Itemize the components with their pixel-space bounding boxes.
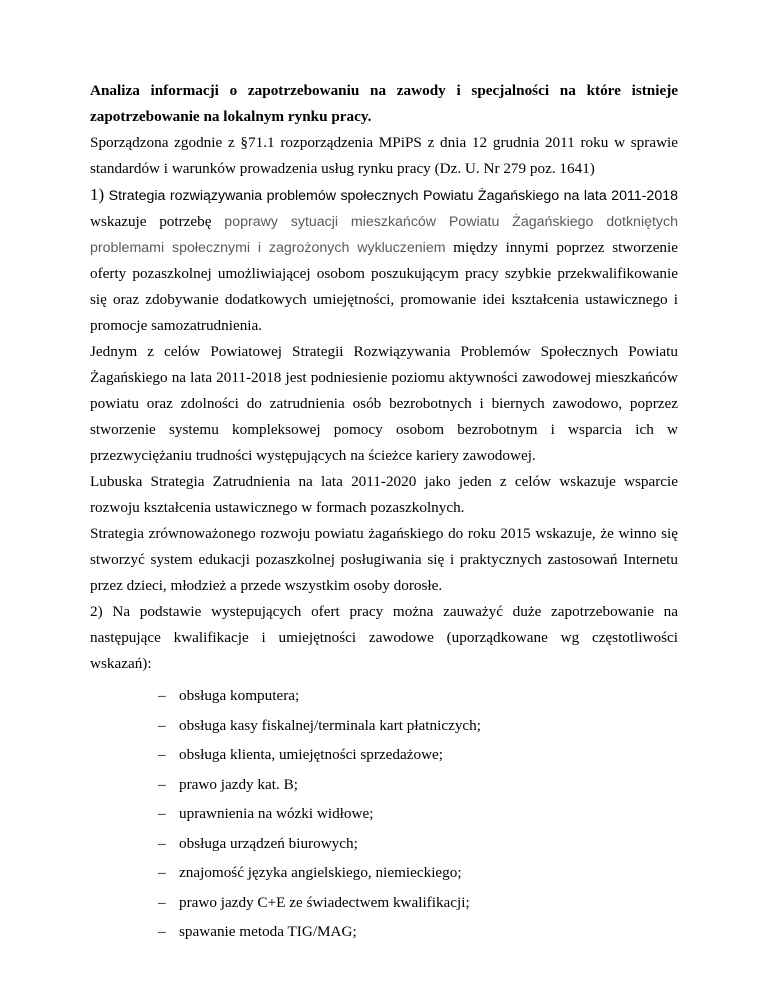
list-item-text: obsługa klienta, umiejętności sprzedażowe; xyxy=(179,746,444,763)
list-item xyxy=(158,799,678,829)
list-item-text: prawo jazdy kat. B; xyxy=(179,775,298,793)
paragraph-lubuska-strategy: Lubuska Strategia Zatrudnienia na lata 2011-2020 jako jeden z celów wskazuje wsparcie rozwoju kształcenia ustawicznego w formach pozaszkolnych. xyxy=(90,473,678,516)
dash-bullet-icon: – xyxy=(158,716,166,734)
paragraph-powiat-strategy: Jednym z celów Powiatowej Strategii Rozwiązywania Problemów Społecznych Powiatu Żagańskiego na lata 2011-2018 jest podniesienie poziomu aktywności zawodowej mieszkańców powiatu oraz zdolności do zatrudnienia osób bezrobotnych i biernych zawodowo, poprzez stworzenie systemu kompleksowej pomocy osobom bezrobotnym i wsparcia ich w przezwyciężaniu trudności występujących na ścieżce kariery zawodowej. xyxy=(90,343,678,464)
document-page xyxy=(90,78,678,947)
qualifications-list xyxy=(90,681,678,947)
list-item xyxy=(158,888,678,918)
section-2-paragraph xyxy=(90,599,678,677)
dash-bullet-icon: – xyxy=(158,805,166,822)
dash-bullet-icon: – xyxy=(158,775,166,793)
list-item xyxy=(158,770,678,800)
dash-bullet-icon: – xyxy=(158,746,166,763)
list-item xyxy=(158,711,678,741)
list-item xyxy=(158,917,678,947)
list-item xyxy=(158,858,678,888)
list-item xyxy=(158,681,678,711)
section-1-text-a: wskazuje potrzebę xyxy=(90,213,212,230)
dash-bullet-icon: – xyxy=(158,923,166,940)
section-1-lead: Strategia rozwiązywania problemów społecznych Powiatu Żagańskiego na lata 2011-2018 xyxy=(104,188,678,204)
list-item-text: znajomość języka angielskiego, niemieckiego; xyxy=(179,864,462,881)
dash-bullet-icon: – xyxy=(158,893,166,911)
dash-bullet-icon: – xyxy=(158,687,166,704)
section-1-text-gray: poprawy sytuacji mieszkańców Powiatu Żagańskiego dotkniętych problemami społecznymi i zagrożonych wykluczeniem xyxy=(90,214,679,256)
list-item-text: prawo jazdy C+E ze świadectwem kwalifikacji; xyxy=(179,893,470,911)
list-item-text: obsługa kasy fiskalnej/terminala kart płatniczych; xyxy=(179,716,481,734)
dash-bullet-icon: – xyxy=(158,834,166,852)
list-item-text: spawanie metoda TIG/MAG; xyxy=(179,923,357,940)
list-item-text: obsługa komputera; xyxy=(179,687,300,704)
section-1-text-b: między innymi poprzez stworzenie oferty pozaszkolnej umożliwiającej osobom poszukującym pracy szybkie przekwalifikowanie się oraz zdobywanie dodatkowych umiejętności, promowanie idei kształcenia ustawicznego i promocje samozatrudnienia. xyxy=(90,239,678,334)
section-2-text: Na podstawie wystepujących ofert pracy można zauważyć duże zapotrzebowanie na następujące kwalifikacje i umiejętności zawodowe (uporządkowane wg częstotliwości wskazań): xyxy=(90,603,678,672)
list-item xyxy=(158,829,678,859)
dash-bullet-icon: – xyxy=(158,864,166,881)
legal-basis-text: Sporządzona zgodnie z §71.1 rozporządzenia MPiPS z dnia 12 grudnia 2011 roku w sprawie standardów i warunków prowadzenia usług rynku pracy (Dz. U. Nr 279 poz. 1641) xyxy=(90,134,678,177)
paragraph-sustainable-development: Strategia zrównoważonego rozwoju powiatu żagańskiego do roku 2015 wskazuje, że winno się stworzyć system edukacji pozaszkolnej posługiwania się i praktycznych zastosowań Internetu przez dzieci, młodzież a przede wszystkim osoby dorosłe. xyxy=(90,525,678,594)
document-title: Analiza informacji o zapotrzebowaniu na zawody i specjalności na które istnieje zapotrzebowanie na lokalnym rynku pracy. xyxy=(90,82,678,125)
list-item xyxy=(158,740,678,770)
section-1-number: 1) xyxy=(90,185,105,204)
list-item-text: uprawnienia na wózki widłowe; xyxy=(179,805,374,822)
list-item-text: obsługa urządzeń biurowych; xyxy=(179,834,358,852)
section-2-number: 2) xyxy=(90,603,103,620)
section-1-paragraph xyxy=(90,182,678,339)
